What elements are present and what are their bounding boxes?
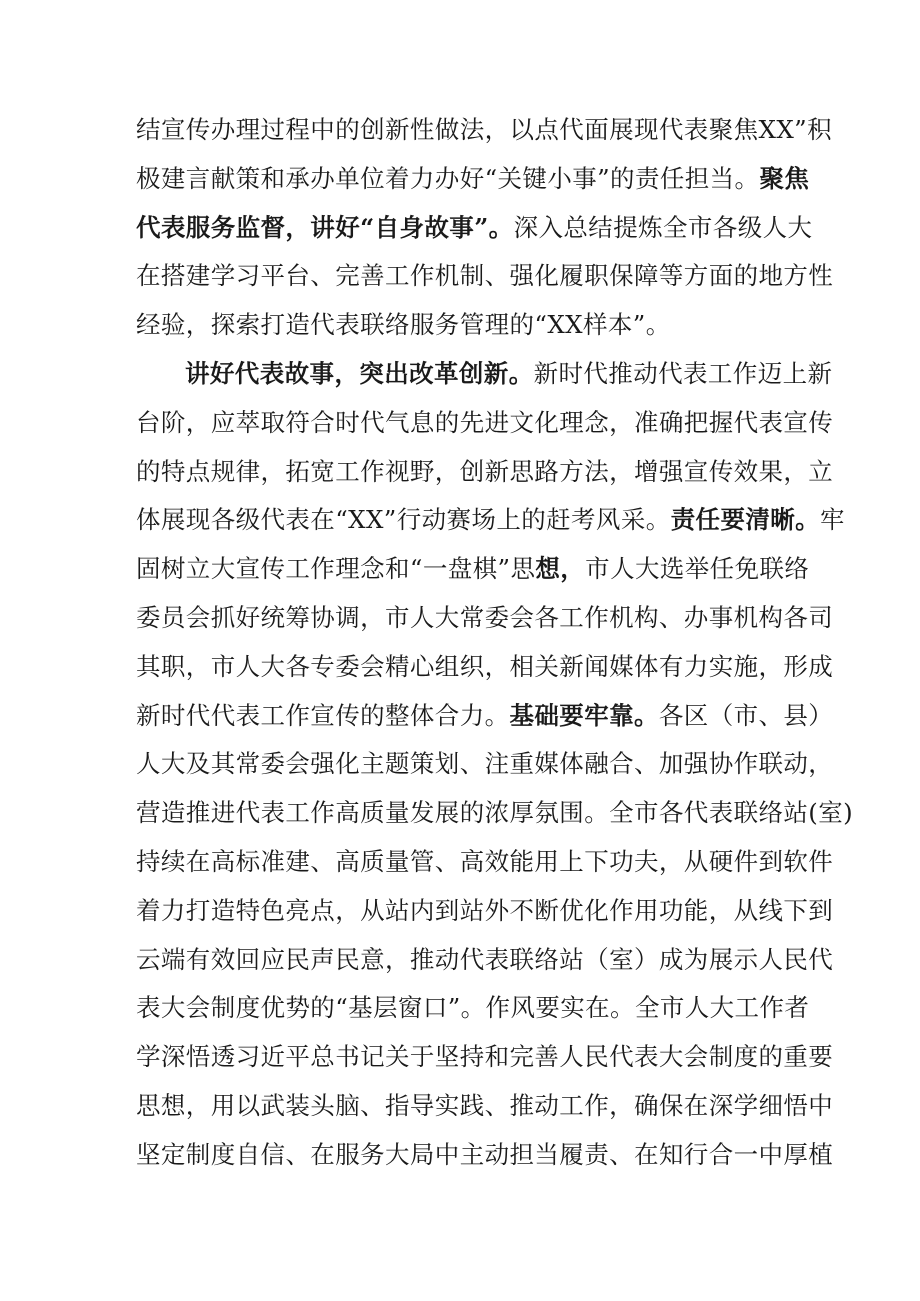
text-segment: 其职，市人大各专委会精心组织，相关新闻媒体有力实施，形成 [136, 651, 834, 681]
text-line [136, 594, 834, 643]
text-line [136, 838, 834, 887]
text-line [136, 1082, 834, 1131]
text-segment: 委员会抓好统筹协调，市人大常委会各工作机构、办事机构各司 [136, 602, 834, 632]
text-segment: 结宣传办理过程中的创新性做法，以点代面展现代表聚焦XX”积 [136, 115, 833, 144]
text-line [136, 887, 834, 936]
text-segment: 新时代代表工作宣传的整体合力。 [136, 700, 510, 730]
text-segment: 台阶，应萃取符合时代气息的先进文化理念，准确把握代表宣传 [136, 407, 834, 437]
body-text [136, 106, 854, 1180]
text-segment: 经验，探索打造代表联络服务管理的“XX样本”。 [136, 310, 671, 340]
text-line [136, 106, 833, 155]
text-segment: 体展现各级代表在“XX”行动赛场上的赶考风采。 [136, 505, 671, 535]
text-line [136, 448, 834, 497]
bold-text-segment: 想， [535, 554, 586, 584]
text-segment: 云端有效回应民声民意，推动代表联络站（室）成为展示人民代 [136, 944, 834, 974]
text-segment: 营造推进代表工作高质量发展的浓厚氛围。全市各代表联络站(室) [136, 798, 854, 828]
text-segment: 学深悟透习近平总书记关于坚持和完善人民代表大会制度的重要 [136, 1042, 834, 1072]
text-segment: 在搭建学习平台、完善工作机制、强化履职保障等方面的地方性 [136, 261, 834, 291]
text-line [136, 545, 810, 594]
text-line [136, 692, 834, 741]
text-segment: 的特点规律，拓宽工作视野，创新思路方法，增强宣传效果，立 [136, 456, 834, 486]
text-segment: 深入总结提炼全市各级人大 [513, 212, 813, 242]
text-line [136, 1131, 834, 1180]
text-line [136, 204, 813, 253]
text-line [136, 301, 801, 350]
text-segment: 人大及其常委会强化主题策划、注重媒体融合、加强协作联动， [136, 749, 834, 779]
text-line [136, 643, 834, 692]
text-segment: 着力打造特色亮点，从站内到站外不断优化作用功能，从线下到 [136, 895, 834, 925]
text-segment: 坚定制度自信、在服务大局中主动担当履责、在知行合一中厚植 [136, 1139, 834, 1169]
text-line [136, 740, 834, 789]
text-segment: 思想，用以武装头脑、指导实践、推动工作，确保在深学细悟中 [136, 1090, 834, 1120]
text-segment: 市人大选举任免联络 [585, 554, 810, 584]
text-line [136, 984, 810, 1033]
text-line [136, 252, 834, 301]
bold-text-segment: 聚焦 [759, 163, 810, 193]
text-segment: 极建言献策和承办单位着力办好“关键小事”的责任担当。 [136, 163, 760, 193]
text-segment: 持续在高标准建、高质量管、高效能用上下功夫，从硬件到软件 [136, 846, 834, 876]
text-segment: 新时代推动代表工作迈上新 [533, 358, 833, 388]
bold-text-segment: 责任要清晰。 [670, 505, 821, 535]
text-line [136, 399, 834, 448]
text-line [136, 350, 833, 399]
bold-text-segment: 基础要牢靠。 [509, 700, 659, 730]
text-line [136, 155, 810, 204]
text-segment: 牢 [820, 505, 845, 535]
bold-text-segment: 代表服务监督，讲好“自身故事”。 [136, 212, 514, 242]
text-line [136, 789, 854, 838]
text-line [136, 496, 845, 545]
text-segment: 表大会制度优势的“基层窗口”。作风要实在。全市人大工作者 [136, 993, 810, 1023]
text-line [136, 936, 834, 985]
text-line [136, 1033, 834, 1082]
text-segment: 固树立大宣传工作理念和“一盘棋”思 [136, 554, 536, 584]
text-segment: 各区（市、县） [658, 700, 834, 730]
bold-text-segment: 讲好代表故事，突出改革创新。 [185, 358, 534, 388]
